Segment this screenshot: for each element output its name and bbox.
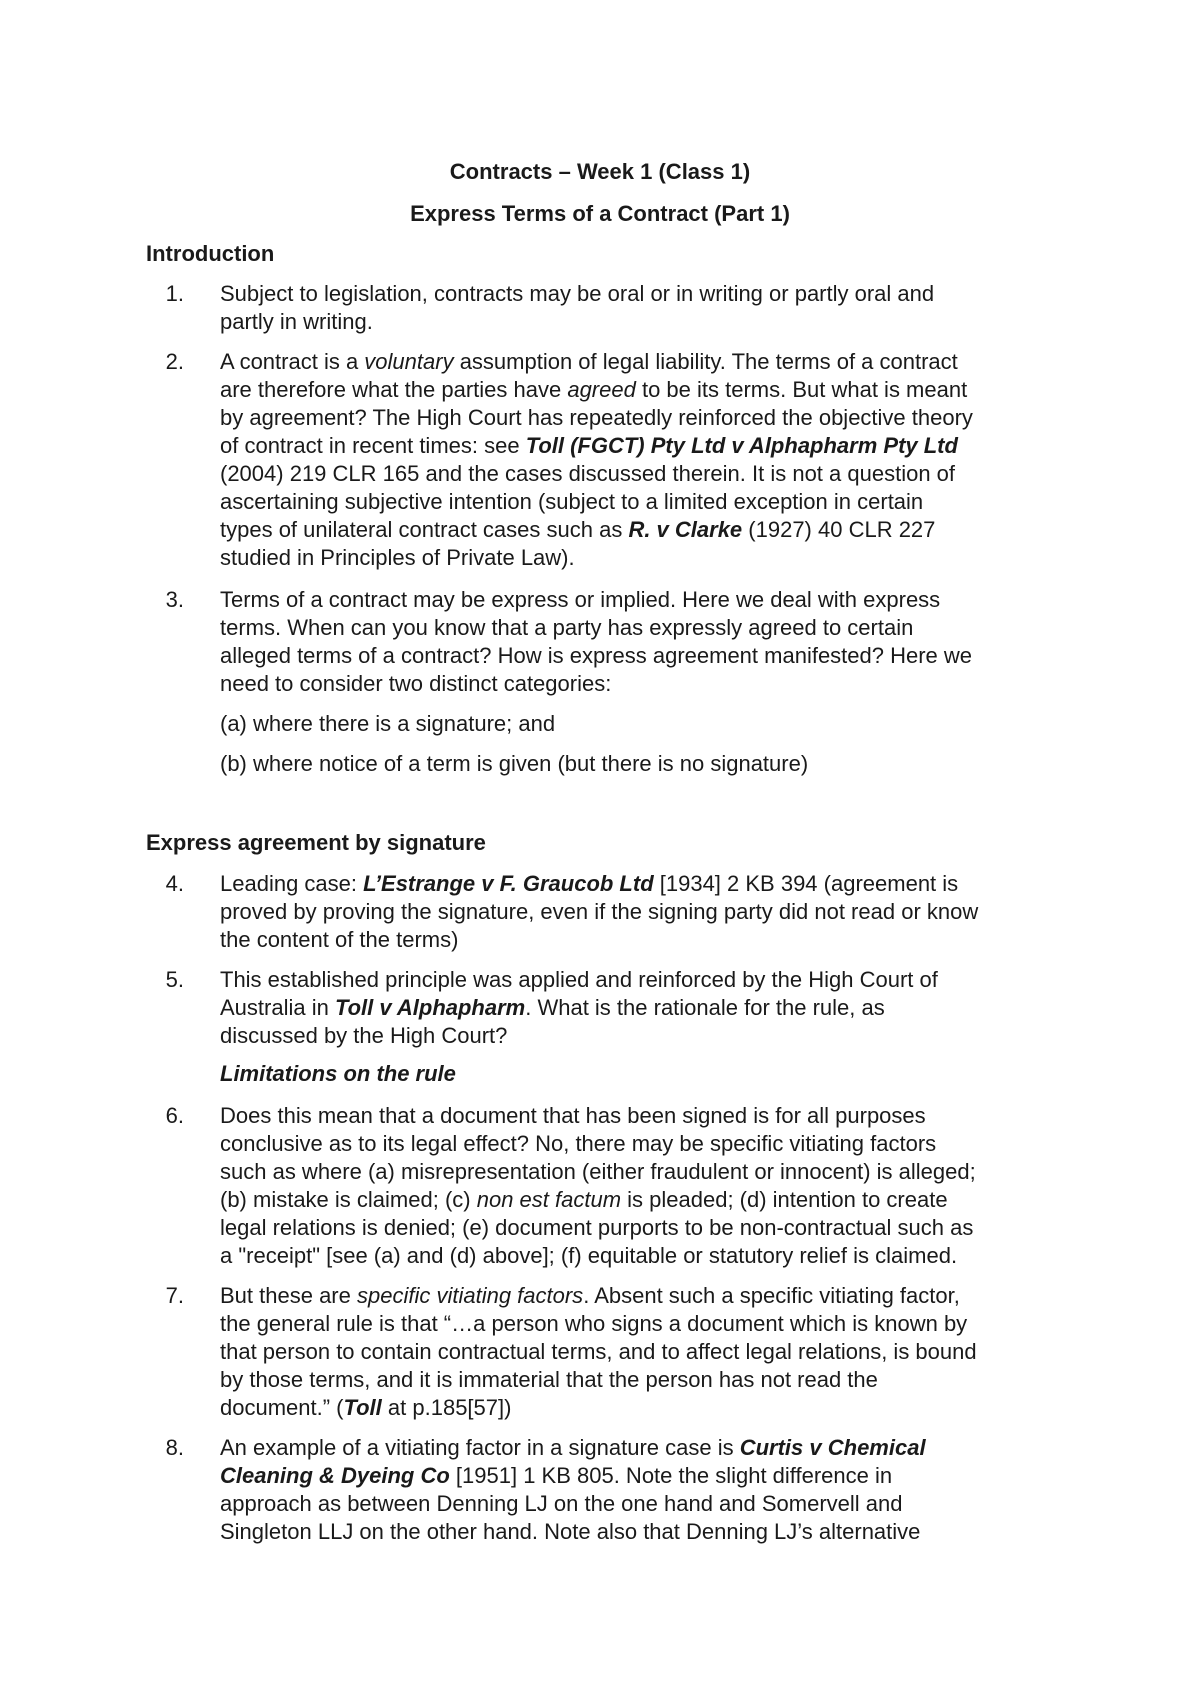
introduction-heading: Introduction: [146, 241, 275, 266]
item-text: This established principle was applied and reinforced by the High Court of Australia in Toll v Alphapharm. What is the rationale for the rule, as discussed by the High Court?: [220, 967, 938, 1048]
document-title: Contracts – Week 1 (Class 1): [449, 159, 751, 184]
item-text: Does this mean that a document that has been signed is for all purposes conclusive as to its legal effect? No, there may be specific vitiating factors such as where (a) misrepresentation (either fraudulent or innocent) is alleged; (b) mistake is claimed; (c) non est factum is pleaded; (d) intention to create legal relations is denied; (e) document purports to be non-contractual such as a "receipt" [see (a) and (d) above]; (f) equitable or statutory relief is claimed.: [220, 1103, 976, 1268]
document-page: Contracts – Week 1 (Class 1) Express Terms of a Contract (Part 1) Introduction 1. Subject to legislation, contracts may be oral or in writing or partly oral and partly in writing. 2. A contract is a voluntary assumption of legal liability. The terms of a contract are therefore what the parties have agreed to be its terms. But what is meant by agreement? The High Court has repeatedly reinforced the objective theory of contract in recent times: see Toll (FGCT) Pty Ltd v Alphapharm Pty Ltd (2004) 219 CLR 165 and the cases discussed therein. It is not a question of ascertaining subjective intention (subject to a limited exception in certain types of unilateral contract cases such as R. v Clarke (1927) 40 CLR 227 studied in Principles of Private Law). 3. Terms of a contract may be express or implied. Here we deal with express terms. When can you know that a party has expressly agreed to certain alleged terms of a contract? How is express agreement manifested? Here we need to consider two distinct categories: (a) where there is a signature; and (b) where notice of a term is given (but there is no signature) Express agreement by signature 4. Leading case: L’Estrange v F. Graucob Ltd [1934] 2 KB 394 (agreement is proved by proving the signature, even if the signing party did not read or know the content of the terms) 5. This established principle was applied and reinforced by the High Court of Australia in Toll v Alphapharm. What is the rationale for the rule, as discussed by the High Court? Limitations on the rule 6. Does this mean that a document that has been signed is for all purposes conclusive as to its legal effect? No, there may be specific vitiating factors such as where (a) misrepresentation (either fraudulent or innocent) is alleged; (b) mistake is claimed; (c) non est factum is pleaded; (d) intention to create legal relations is denied; (e) document purports to be non-contractual such as a "receipt" [see (a) and (d) above]; (f) equitable or statutory relief is claimed. 7. But these are specific vitiating factors. Absent such a specific vitiating factor, the general rule is that “…a person who signs a document which is known by that person to contain contractual terms, and to affect legal relations, is bound by those terms, and it is immaterial that the person has not read the document.” (Toll at p.185[57]) 8. An example of a vitiating factor in a signature case is Curtis v Chemical Cleaning & Dyeing Co [1951] 1 KB 805. Note the slight difference in approach as between Denning LJ on the one hand and Somervell and Singleton LLJ on the other hand. Note also that Denning LJ’s alternative: [0, 0, 1200, 1698]
case-citation: Toll v Alphapharm: [334, 995, 526, 1020]
item-text: A contract is a voluntary assumption of legal liability. The terms of a contract are therefore what the parties have agreed to be its terms. But what is meant by agreement? The High Court has repeatedly reinforced the objective theory of contract in recent times: see Toll (FGCT) Pty Ltd v Alphapharm Pty Ltd (2004) 219 CLR 165 and the cases discussed therein. It is not a question of ascertaining subjective intention (subject to a limited exception in certain types of unilateral contract cases such as R. v Clarke (1927) 40 CLR 227 studied in Principles of Private Law).: [220, 349, 973, 570]
item-text: Terms of a contract may be express or implied. Here we deal with express terms. When can you know that a party has expressly agreed to certain alleged terms of a contract? How is express agreement manifested? Here we need to consider two distinct categories:: [220, 587, 973, 696]
item-text: Leading case: L’Estrange v F. Graucob Ltd [1934] 2 KB 394 (agreement is proved by proving the signature, even if the signing party did not read or know the content of the terms): [220, 871, 979, 952]
limitations-heading: Limitations on the rule: [220, 1061, 456, 1086]
case-citation: Toll (FGCT) Pty Ltd v Alphapharm Pty Ltd: [525, 433, 958, 458]
case-citation: Toll: [343, 1395, 382, 1420]
case-citation: Cleaning & Dyeing Co: [220, 1463, 450, 1488]
document-subtitle: Express Terms of a Contract (Part 1): [410, 201, 790, 226]
signature-heading: Express agreement by signature: [146, 830, 486, 855]
item-text: Subject to legislation, contracts may be oral or in writing or partly oral and partly in writing.: [220, 281, 935, 334]
sub-item-b: (b) where notice of a term is given (but there is no signature): [220, 751, 809, 776]
item-text: An example of a vitiating factor in a signature case is Curtis v Chemical Cleaning & Dyeing Co [1951] 1 KB 805. Note the slight difference in approach as between Denning LJ on the one hand and Somervell and Singleton LLJ on the other hand. Note also that Denning LJ’s alternative: [220, 1435, 926, 1544]
case-citation: Curtis v Chemical: [739, 1435, 926, 1460]
case-citation: R. v Clarke: [628, 517, 743, 542]
item-text: But these are specific vitiating factors. Absent such a specific vitiating factor, the general rule is that “…a person who signs a document which is known by that person to contain contractual terms, and to affect legal relations, is bound by those terms, and it is immaterial that the person has not read the document.” (Toll at p.185[57]): [220, 1283, 977, 1420]
sub-item-a: (a) where there is a signature; and: [220, 711, 556, 736]
case-citation: L’Estrange v F. Graucob Ltd: [363, 871, 654, 896]
